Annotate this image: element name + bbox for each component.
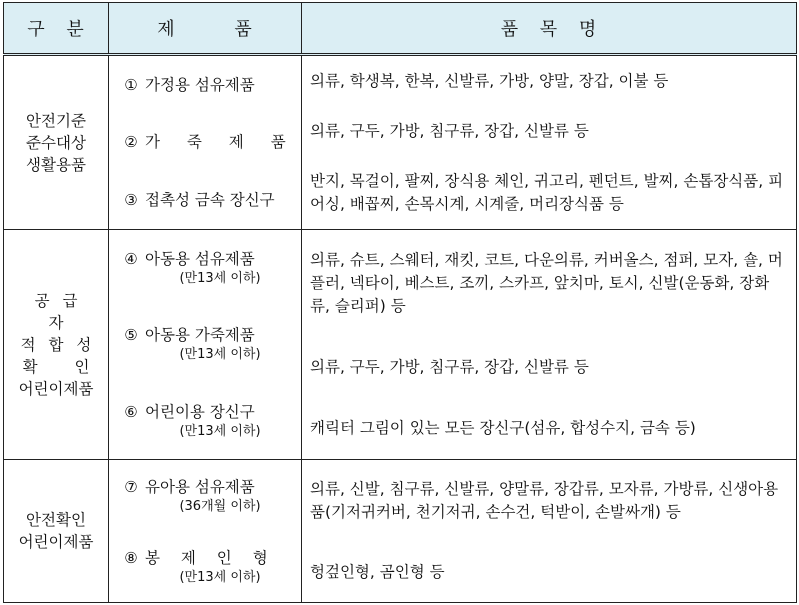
- item-list: 의류, 구두, 가방, 침구류, 장갑, 신발류 등: [310, 358, 589, 376]
- header-row: [4, 3, 797, 55]
- product-number: ③: [124, 191, 138, 210]
- category-line: 확 인: [22, 357, 90, 376]
- category-line: 적 합 성: [20, 335, 92, 354]
- product-name: 유아용 섬유제품: [145, 477, 255, 496]
- item-list: 헝겊인형, 곰인형 등: [310, 562, 445, 581]
- product-block: [117, 547, 295, 587]
- product-item: [117, 189, 295, 211]
- product-number: ⑧: [124, 548, 138, 567]
- category-line: 생활용품: [26, 155, 86, 174]
- product-category-table: [3, 2, 797, 603]
- product-number: ⑤: [124, 326, 138, 345]
- group-row: [4, 230, 797, 460]
- product-block: [117, 476, 295, 516]
- product-item: [117, 324, 295, 346]
- category-line: 어린이제품: [18, 533, 94, 551]
- category-line: 준수대상: [26, 133, 86, 152]
- product-number: ④: [124, 250, 138, 269]
- product-item: [117, 476, 295, 498]
- product-name: 어린이용 장신구: [145, 402, 255, 421]
- product-block: [117, 324, 295, 364]
- product-age: (만13세 이하): [179, 569, 261, 585]
- header-items: 품 목 명: [302, 3, 797, 55]
- product-number: ①: [124, 75, 138, 94]
- category-line: 안전확인: [26, 511, 86, 529]
- product-item: [117, 131, 295, 153]
- header-product: 제 품: [109, 3, 302, 55]
- group-category: [4, 460, 109, 603]
- group-products: [109, 230, 302, 460]
- group-row: [4, 460, 797, 603]
- group-items: [302, 55, 797, 230]
- product-number: ⑥: [124, 402, 138, 421]
- product-number: ②: [124, 133, 138, 152]
- product-name: 아동용 가죽제품: [145, 326, 255, 345]
- product-name: 봉 제 인 형: [145, 548, 268, 567]
- category-line: 어린이제품: [18, 379, 94, 398]
- group-items: [302, 460, 797, 603]
- group-row: [4, 55, 797, 230]
- header-category: 구 분: [4, 3, 109, 55]
- item-list: 캐릭터 그림이 있는 모든 장신구(섬유, 합성수지, 금속 등): [310, 419, 696, 437]
- group-products: [109, 55, 302, 230]
- item-list: 의류, 구두, 가방, 침구류, 장갑, 신발류 등: [310, 121, 589, 140]
- product-name: 아동용 섬유제품: [145, 250, 255, 269]
- item-list: 의류, 학생복, 한복, 신발류, 가방, 양말, 장갑, 이불 등: [310, 71, 669, 90]
- category-line: [6, 290, 106, 334]
- product-age: (만13세 이하): [179, 347, 261, 363]
- product-age: (만13세 이하): [179, 271, 261, 287]
- category-line: 안전기준: [26, 111, 86, 130]
- product-block: [117, 248, 295, 288]
- product-item: [117, 547, 295, 569]
- product-item: [117, 74, 295, 96]
- group-items: [302, 230, 797, 460]
- item-list: 의류, 슈트, 스웨터, 재킷, 코트, 다운의류, 커버올스, 점퍼, 모자, 숄, 머플러, 넥타이, 베스트, 조끼, 스카프, 앞치마, 토시, 신발(운동화, 장화류, 슬리퍼) 등: [310, 251, 783, 315]
- product-age: (만13세 이하): [179, 423, 261, 439]
- group-category: [4, 230, 109, 460]
- product-name: 가정용 섬유제품: [145, 75, 255, 94]
- product-age: (36개월 이하): [179, 498, 261, 514]
- product-name: 가 죽 제 품: [145, 133, 286, 152]
- item-list: 반지, 목걸이, 팔찌, 장식용 체인, 귀고리, 펜던트, 발찌, 손톱장식품, 피어싱, 배꼽찌, 손목시계, 시계줄, 머리장식품 등: [310, 171, 784, 213]
- group-products: [109, 460, 302, 603]
- group-category: [4, 55, 109, 230]
- category-line-text: 공 급 자: [34, 291, 78, 332]
- product-number: ⑦: [124, 477, 138, 496]
- product-item: [117, 248, 295, 270]
- product-name: 접촉성 금속 장신구: [145, 191, 275, 210]
- product-item: [117, 401, 295, 423]
- product-block: [117, 401, 295, 441]
- item-list: 의류, 신발, 침구류, 신발류, 양말류, 장갑류, 모자류, 가방류, 신생아용품(기저귀커버, 천기저귀, 손수건, 턱받이, 손발싸개) 등: [310, 480, 779, 522]
